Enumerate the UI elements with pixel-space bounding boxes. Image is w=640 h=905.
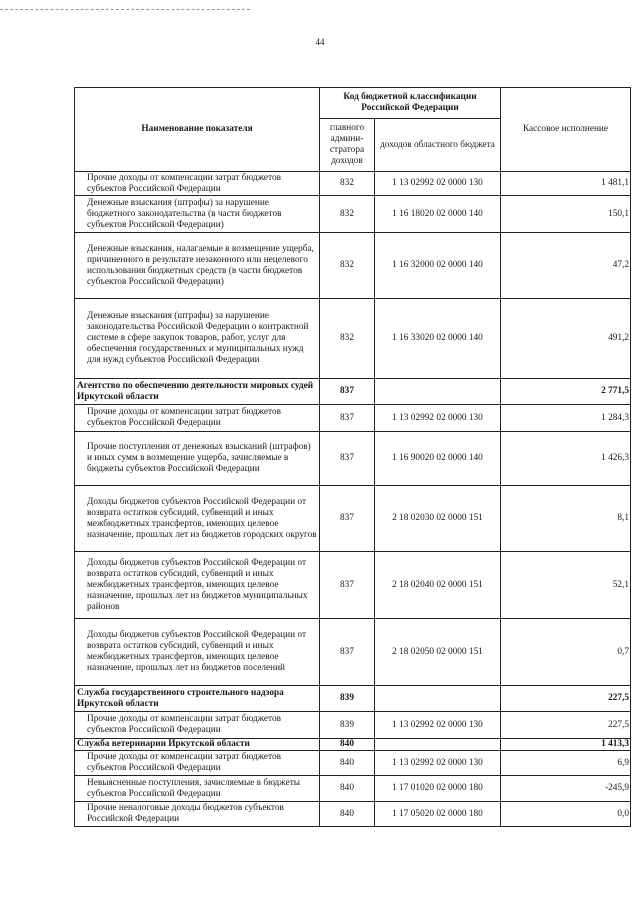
table-row: [75, 405, 631, 432]
table-row: [75, 233, 631, 299]
cell-admin-code: 832: [320, 172, 375, 196]
table-row: [75, 751, 631, 776]
cell-name: Прочие доходы от компенсации затрат бюджетов субъектов Российской Федерации: [75, 405, 320, 432]
header-execution: Кассовое исполнение: [501, 88, 631, 172]
scan-artifact-line: [0, 9, 250, 10]
cell-income-code: [375, 379, 501, 405]
cell-value: 1 481,1: [501, 172, 631, 196]
cell-admin-code: 832: [320, 233, 375, 299]
table-body: [75, 172, 631, 827]
cell-admin-code: 837: [320, 405, 375, 432]
cell-value: 1 284,3: [501, 405, 631, 432]
cell-income-code: 1 16 33020 02 0000 140: [375, 299, 501, 379]
cell-admin-code: 837: [320, 432, 375, 486]
table-row: [75, 432, 631, 486]
cell-name: Служба государственного строительного надзора Иркутской области: [75, 686, 320, 712]
cell-admin-code: 840: [320, 802, 375, 827]
table-row: [75, 552, 631, 619]
cell-income-code: 1 17 01020 02 0000 180: [375, 776, 501, 802]
cell-value: 491,2: [501, 299, 631, 379]
cell-admin-code: 839: [320, 686, 375, 712]
header-income: доходов областного бюджета: [375, 119, 501, 172]
cell-income-code: 1 16 90020 02 0000 140: [375, 432, 501, 486]
cell-admin-code: 837: [320, 619, 375, 686]
table-group-row: [75, 739, 631, 751]
cell-income-code: 2 18 02050 02 0000 151: [375, 619, 501, 686]
cell-admin-code: 837: [320, 486, 375, 552]
table-row: [75, 712, 631, 739]
cell-admin-code: 839: [320, 712, 375, 739]
cell-income-code: 1 13 02992 02 0000 130: [375, 405, 501, 432]
cell-name: Прочие неналоговые доходы бюджетов субъектов Российской Федерации: [75, 802, 320, 827]
cell-name: Прочие поступления от денежных взысканий (штрафов) и иных сумм в возмещение ущерба, зачисляемые в бюджеты субъектов Российской Федерации: [75, 432, 320, 486]
cell-name: Денежные взыскания (штрафы) за нарушение бюджетного законодательства (в части бюджетов субъектов Российской Федерации): [75, 196, 320, 233]
cell-name: Денежные взыскания, налагаемые в возмещение ущерба, причиненного в результате незаконного или нецелевого использования бюджетных средств (в части бюджетов субъектов Российской Федерации): [75, 233, 320, 299]
table-group-row: [75, 686, 631, 712]
cell-name: Доходы бюджетов субъектов Российской Федерации от возврата остатков субсидий, субвенций и иных межбюджетных трансфертов, имеющих целевое назначение, прошлых лет из бюджетов поселений: [75, 619, 320, 686]
cell-value: 0,7: [501, 619, 631, 686]
cell-admin-code: 832: [320, 196, 375, 233]
cell-income-code: 2 18 02030 02 0000 151: [375, 486, 501, 552]
cell-income-code: 1 16 18020 02 0000 140: [375, 196, 501, 233]
cell-value: 227,5: [501, 686, 631, 712]
table-row: [75, 196, 631, 233]
cell-value: 1 426,3: [501, 432, 631, 486]
cell-name: Прочие доходы от компенсации затрат бюджетов субъектов Российской Федерации: [75, 751, 320, 776]
cell-value: 8,1: [501, 486, 631, 552]
cell-name: Прочие доходы от компенсации затрат бюджетов субъектов Российской Федерации: [75, 172, 320, 196]
header-name: Наименование показателя: [75, 88, 320, 172]
cell-income-code: 1 17 05020 02 0000 180: [375, 802, 501, 827]
cell-value: 47,2: [501, 233, 631, 299]
table-row: [75, 172, 631, 196]
cell-income-code: 1 16 32000 02 0000 140: [375, 233, 501, 299]
cell-name: Служба ветеринарии Иркутской области: [75, 739, 320, 751]
table-row: [75, 299, 631, 379]
cell-value: 52,1: [501, 552, 631, 619]
cell-income-code: 1 13 02992 02 0000 130: [375, 751, 501, 776]
cell-value: 6,9: [501, 751, 631, 776]
cell-income-code: 2 18 02040 02 0000 151: [375, 552, 501, 619]
cell-name: Доходы бюджетов субъектов Российской Федерации от возврата остатков субсидий, субвенций и иных межбюджетных трансфертов, имеющих целевое назначение, прошлых лет из бюджетов городских округов: [75, 486, 320, 552]
cell-income-code: [375, 686, 501, 712]
cell-name: Агентство по обеспечению деятельности мировых судей Иркутской области: [75, 379, 320, 405]
cell-income-code: 1 13 02992 02 0000 130: [375, 172, 501, 196]
cell-admin-code: 840: [320, 776, 375, 802]
table-group-row: [75, 379, 631, 405]
cell-name: Доходы бюджетов субъектов Российской Федерации от возврата остатков субсидий, субвенций и иных межбюджетных трансфертов, имеющих целевое назначение, прошлых лет из бюджетов муниципальных районов: [75, 552, 320, 619]
cell-admin-code: 837: [320, 552, 375, 619]
header-admin: главного админи-стратора доходов: [320, 119, 375, 172]
cell-name: Прочие доходы от компенсации затрат бюджетов субъектов Российской Федерации: [75, 712, 320, 739]
cell-value: 150,1: [501, 196, 631, 233]
table-row: [75, 776, 631, 802]
cell-name: Денежные взыскания (штрафы) за нарушение законодательства Российской Федерации о контрактной системе в сфере закупок товаров, работ, услуг для обеспечения государственных и муниципальных нужд для нужд субъектов Российской Федерации: [75, 299, 320, 379]
cell-admin-code: 837: [320, 379, 375, 405]
table-row: [75, 486, 631, 552]
cell-admin-code: 840: [320, 751, 375, 776]
header-code-group: Код бюджетной классификации Российской Федерации: [320, 88, 501, 119]
cell-value: 0,0: [501, 802, 631, 827]
cell-value: 1 413,3: [501, 739, 631, 751]
cell-value: 227,5: [501, 712, 631, 739]
cell-value: -245,9: [501, 776, 631, 802]
page-number: 44: [315, 37, 325, 47]
table-row: [75, 619, 631, 686]
budget-table: [74, 87, 631, 827]
cell-admin-code: 832: [320, 299, 375, 379]
cell-admin-code: 840: [320, 739, 375, 751]
cell-name: Невыясненные поступления, зачисляемые в бюджеты субъектов Российской Федерации: [75, 776, 320, 802]
table-row: [75, 802, 631, 827]
cell-income-code: 1 13 02992 02 0000 130: [375, 712, 501, 739]
cell-income-code: [375, 739, 501, 751]
cell-value: 2 771,5: [501, 379, 631, 405]
